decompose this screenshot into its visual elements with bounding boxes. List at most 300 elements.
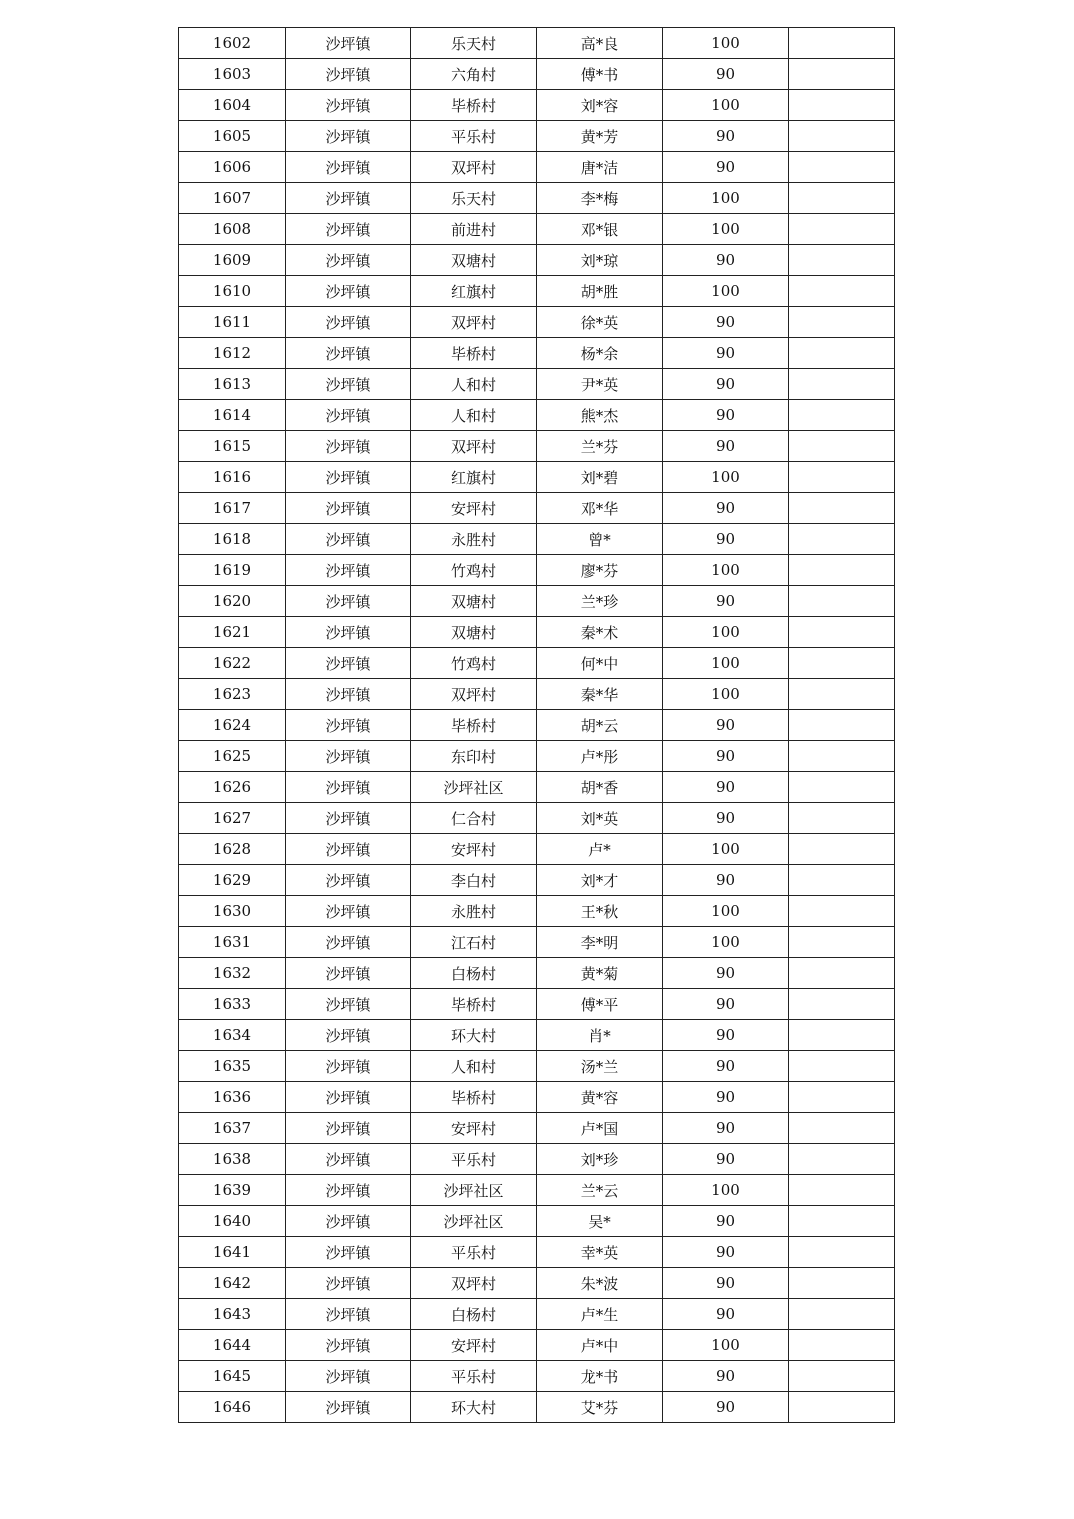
table-row (179, 1020, 895, 1051)
village-cell: 六角村 (411, 59, 537, 90)
table-row (179, 431, 895, 462)
town-cell: 沙坪镇 (286, 1268, 411, 1299)
serial-number-cell: 1638 (179, 1144, 286, 1175)
amount-cell: 100 (663, 183, 789, 214)
table-row (179, 214, 895, 245)
serial-number-cell: 1639 (179, 1175, 286, 1206)
town-cell: 沙坪镇 (286, 1051, 411, 1082)
serial-number-cell: 1614 (179, 400, 286, 431)
village-cell: 永胜村 (411, 524, 537, 555)
table-row (179, 1206, 895, 1237)
serial-number-cell: 1611 (179, 307, 286, 338)
town-cell: 沙坪镇 (286, 524, 411, 555)
village-cell: 沙坪社区 (411, 1206, 537, 1237)
remark-cell (789, 152, 895, 183)
amount-cell: 100 (663, 617, 789, 648)
table-row (179, 493, 895, 524)
table-row (179, 183, 895, 214)
serial-number-cell: 1626 (179, 772, 286, 803)
town-cell: 沙坪镇 (286, 710, 411, 741)
name-cell: 艾*芬 (537, 1392, 663, 1423)
village-cell: 人和村 (411, 1051, 537, 1082)
name-cell: 胡*胜 (537, 276, 663, 307)
name-cell: 熊*杰 (537, 400, 663, 431)
amount-cell: 100 (663, 1330, 789, 1361)
remark-cell (789, 1206, 895, 1237)
serial-number-cell: 1632 (179, 958, 286, 989)
table-row (179, 803, 895, 834)
name-cell: 卢*彤 (537, 741, 663, 772)
town-cell: 沙坪镇 (286, 1020, 411, 1051)
amount-cell: 90 (663, 245, 789, 276)
table-row (179, 90, 895, 121)
town-cell: 沙坪镇 (286, 741, 411, 772)
serial-number-cell: 1622 (179, 648, 286, 679)
amount-cell: 90 (663, 1237, 789, 1268)
amount-cell: 100 (663, 896, 789, 927)
serial-number-cell: 1645 (179, 1361, 286, 1392)
table-row (179, 524, 895, 555)
village-cell: 江石村 (411, 927, 537, 958)
amount-cell: 90 (663, 1299, 789, 1330)
serial-number-cell: 1604 (179, 90, 286, 121)
town-cell: 沙坪镇 (286, 431, 411, 462)
town-cell: 沙坪镇 (286, 1082, 411, 1113)
remark-cell (789, 896, 895, 927)
remark-cell (789, 1299, 895, 1330)
remark-cell (789, 245, 895, 276)
town-cell: 沙坪镇 (286, 90, 411, 121)
name-cell: 高*良 (537, 28, 663, 59)
village-cell: 毕桥村 (411, 1082, 537, 1113)
village-cell: 沙坪社区 (411, 1175, 537, 1206)
village-cell: 红旗村 (411, 462, 537, 493)
amount-cell: 90 (663, 741, 789, 772)
town-cell: 沙坪镇 (286, 1206, 411, 1237)
name-cell: 王*秋 (537, 896, 663, 927)
serial-number-cell: 1624 (179, 710, 286, 741)
serial-number-cell: 1644 (179, 1330, 286, 1361)
remark-cell (789, 803, 895, 834)
name-cell: 尹*英 (537, 369, 663, 400)
remark-cell (789, 493, 895, 524)
village-cell: 安坪村 (411, 834, 537, 865)
remark-cell (789, 369, 895, 400)
remark-cell (789, 121, 895, 152)
village-cell: 平乐村 (411, 1361, 537, 1392)
village-cell: 双坪村 (411, 431, 537, 462)
remark-cell (789, 276, 895, 307)
village-cell: 东印村 (411, 741, 537, 772)
name-cell: 幸*英 (537, 1237, 663, 1268)
name-cell: 胡*云 (537, 710, 663, 741)
name-cell: 卢* (537, 834, 663, 865)
table-row (179, 1330, 895, 1361)
village-cell: 仁合村 (411, 803, 537, 834)
remark-cell (789, 989, 895, 1020)
town-cell: 沙坪镇 (286, 121, 411, 152)
name-cell: 傅*平 (537, 989, 663, 1020)
town-cell: 沙坪镇 (286, 617, 411, 648)
table-row (179, 834, 895, 865)
amount-cell: 90 (663, 493, 789, 524)
table-row (179, 276, 895, 307)
remark-cell (789, 741, 895, 772)
village-cell: 双塘村 (411, 245, 537, 276)
town-cell: 沙坪镇 (286, 927, 411, 958)
table-row (179, 1268, 895, 1299)
town-cell: 沙坪镇 (286, 369, 411, 400)
table-row (179, 648, 895, 679)
table-row (179, 586, 895, 617)
serial-number-cell: 1620 (179, 586, 286, 617)
remark-cell (789, 1268, 895, 1299)
town-cell: 沙坪镇 (286, 1392, 411, 1423)
village-cell: 白杨村 (411, 958, 537, 989)
serial-number-cell: 1630 (179, 896, 286, 927)
town-cell: 沙坪镇 (286, 28, 411, 59)
town-cell: 沙坪镇 (286, 648, 411, 679)
serial-number-cell: 1619 (179, 555, 286, 586)
serial-number-cell: 1610 (179, 276, 286, 307)
village-cell: 平乐村 (411, 121, 537, 152)
village-cell: 人和村 (411, 369, 537, 400)
town-cell: 沙坪镇 (286, 493, 411, 524)
name-cell: 杨*余 (537, 338, 663, 369)
serial-number-cell: 1603 (179, 59, 286, 90)
amount-cell: 90 (663, 307, 789, 338)
village-cell: 双坪村 (411, 152, 537, 183)
table-row (179, 1237, 895, 1268)
town-cell: 沙坪镇 (286, 1175, 411, 1206)
village-cell: 毕桥村 (411, 710, 537, 741)
name-cell: 朱*波 (537, 1268, 663, 1299)
village-cell: 人和村 (411, 400, 537, 431)
town-cell: 沙坪镇 (286, 462, 411, 493)
amount-cell: 90 (663, 338, 789, 369)
table-row (179, 462, 895, 493)
name-cell: 刘*容 (537, 90, 663, 121)
name-cell: 李*明 (537, 927, 663, 958)
name-cell: 汤*兰 (537, 1051, 663, 1082)
village-cell: 红旗村 (411, 276, 537, 307)
village-cell: 李白村 (411, 865, 537, 896)
remark-cell (789, 431, 895, 462)
remark-cell (789, 586, 895, 617)
serial-number-cell: 1613 (179, 369, 286, 400)
name-cell: 李*梅 (537, 183, 663, 214)
town-cell: 沙坪镇 (286, 400, 411, 431)
serial-number-cell: 1636 (179, 1082, 286, 1113)
name-cell: 胡*香 (537, 772, 663, 803)
table-row (179, 152, 895, 183)
remark-cell (789, 679, 895, 710)
table-row (179, 245, 895, 276)
table-row (179, 1175, 895, 1206)
town-cell: 沙坪镇 (286, 214, 411, 245)
name-cell: 卢*生 (537, 1299, 663, 1330)
name-cell: 刘*琼 (537, 245, 663, 276)
town-cell: 沙坪镇 (286, 586, 411, 617)
table-row (179, 338, 895, 369)
name-cell: 曾* (537, 524, 663, 555)
village-cell: 白杨村 (411, 1299, 537, 1330)
village-cell: 乐天村 (411, 183, 537, 214)
remark-cell (789, 927, 895, 958)
name-cell: 兰*珍 (537, 586, 663, 617)
amount-cell: 90 (663, 772, 789, 803)
town-cell: 沙坪镇 (286, 865, 411, 896)
recipient-table (178, 27, 895, 1423)
town-cell: 沙坪镇 (286, 555, 411, 586)
amount-cell: 90 (663, 121, 789, 152)
village-cell: 前进村 (411, 214, 537, 245)
remark-cell (789, 710, 895, 741)
amount-cell: 100 (663, 1175, 789, 1206)
name-cell: 廖*芬 (537, 555, 663, 586)
remark-cell (789, 307, 895, 338)
village-cell: 双坪村 (411, 679, 537, 710)
amount-cell: 100 (663, 834, 789, 865)
serial-number-cell: 1640 (179, 1206, 286, 1237)
town-cell: 沙坪镇 (286, 834, 411, 865)
town-cell: 沙坪镇 (286, 307, 411, 338)
amount-cell: 90 (663, 431, 789, 462)
village-cell: 环大村 (411, 1392, 537, 1423)
remark-cell (789, 28, 895, 59)
name-cell: 兰*芬 (537, 431, 663, 462)
name-cell: 刘*才 (537, 865, 663, 896)
table-row (179, 896, 895, 927)
table-row (179, 400, 895, 431)
name-cell: 卢*国 (537, 1113, 663, 1144)
remark-cell (789, 834, 895, 865)
amount-cell: 90 (663, 152, 789, 183)
remark-cell (789, 772, 895, 803)
table-row (179, 1299, 895, 1330)
name-cell: 兰*云 (537, 1175, 663, 1206)
village-cell: 双坪村 (411, 1268, 537, 1299)
amount-cell: 90 (663, 803, 789, 834)
table-row (179, 1392, 895, 1423)
serial-number-cell: 1618 (179, 524, 286, 555)
name-cell: 刘*英 (537, 803, 663, 834)
name-cell: 黄*菊 (537, 958, 663, 989)
table-row (179, 958, 895, 989)
town-cell: 沙坪镇 (286, 958, 411, 989)
name-cell: 肖* (537, 1020, 663, 1051)
amount-cell: 100 (663, 462, 789, 493)
amount-cell: 90 (663, 1268, 789, 1299)
serial-number-cell: 1623 (179, 679, 286, 710)
amount-cell: 100 (663, 28, 789, 59)
serial-number-cell: 1643 (179, 1299, 286, 1330)
amount-cell: 90 (663, 989, 789, 1020)
town-cell: 沙坪镇 (286, 276, 411, 307)
village-cell: 平乐村 (411, 1237, 537, 1268)
amount-cell: 90 (663, 59, 789, 90)
name-cell: 刘*碧 (537, 462, 663, 493)
remark-cell (789, 1113, 895, 1144)
table-body (179, 28, 895, 1423)
amount-cell: 90 (663, 586, 789, 617)
amount-cell: 90 (663, 1144, 789, 1175)
amount-cell: 90 (663, 524, 789, 555)
serial-number-cell: 1642 (179, 1268, 286, 1299)
remark-cell (789, 183, 895, 214)
town-cell: 沙坪镇 (286, 1361, 411, 1392)
name-cell: 秦*华 (537, 679, 663, 710)
serial-number-cell: 1629 (179, 865, 286, 896)
name-cell: 何*中 (537, 648, 663, 679)
name-cell: 秦*术 (537, 617, 663, 648)
town-cell: 沙坪镇 (286, 1237, 411, 1268)
amount-cell: 90 (663, 1361, 789, 1392)
table-row (179, 28, 895, 59)
table-row (179, 772, 895, 803)
serial-number-cell: 1609 (179, 245, 286, 276)
town-cell: 沙坪镇 (286, 1113, 411, 1144)
serial-number-cell: 1616 (179, 462, 286, 493)
remark-cell (789, 90, 895, 121)
table-row (179, 741, 895, 772)
name-cell: 龙*书 (537, 1361, 663, 1392)
serial-number-cell: 1621 (179, 617, 286, 648)
remark-cell (789, 617, 895, 648)
table-row (179, 617, 895, 648)
town-cell: 沙坪镇 (286, 59, 411, 90)
amount-cell: 90 (663, 710, 789, 741)
village-cell: 竹鸡村 (411, 648, 537, 679)
village-cell: 安坪村 (411, 1113, 537, 1144)
town-cell: 沙坪镇 (286, 152, 411, 183)
remark-cell (789, 462, 895, 493)
name-cell: 卢*中 (537, 1330, 663, 1361)
town-cell: 沙坪镇 (286, 989, 411, 1020)
remark-cell (789, 400, 895, 431)
table-row (179, 1144, 895, 1175)
town-cell: 沙坪镇 (286, 803, 411, 834)
serial-number-cell: 1606 (179, 152, 286, 183)
serial-number-cell: 1617 (179, 493, 286, 524)
amount-cell: 100 (663, 679, 789, 710)
remark-cell (789, 865, 895, 896)
town-cell: 沙坪镇 (286, 679, 411, 710)
remark-cell (789, 1330, 895, 1361)
amount-cell: 90 (663, 958, 789, 989)
name-cell: 黄*容 (537, 1082, 663, 1113)
serial-number-cell: 1641 (179, 1237, 286, 1268)
name-cell: 刘*珍 (537, 1144, 663, 1175)
table-row (179, 121, 895, 152)
table-row (179, 307, 895, 338)
remark-cell (789, 1361, 895, 1392)
remark-cell (789, 648, 895, 679)
table-row (179, 927, 895, 958)
village-cell: 平乐村 (411, 1144, 537, 1175)
serial-number-cell: 1628 (179, 834, 286, 865)
amount-cell: 90 (663, 1113, 789, 1144)
village-cell: 乐天村 (411, 28, 537, 59)
name-cell: 唐*洁 (537, 152, 663, 183)
village-cell: 竹鸡村 (411, 555, 537, 586)
remark-cell (789, 1144, 895, 1175)
town-cell: 沙坪镇 (286, 245, 411, 276)
village-cell: 毕桥村 (411, 989, 537, 1020)
table-row (179, 1361, 895, 1392)
remark-cell (789, 524, 895, 555)
remark-cell (789, 214, 895, 245)
village-cell: 环大村 (411, 1020, 537, 1051)
table-row (179, 1113, 895, 1144)
name-cell: 傅*书 (537, 59, 663, 90)
remark-cell (789, 338, 895, 369)
amount-cell: 100 (663, 214, 789, 245)
serial-number-cell: 1608 (179, 214, 286, 245)
amount-cell: 100 (663, 90, 789, 121)
town-cell: 沙坪镇 (286, 1144, 411, 1175)
table-row (179, 989, 895, 1020)
town-cell: 沙坪镇 (286, 183, 411, 214)
table-row (179, 1082, 895, 1113)
remark-cell (789, 59, 895, 90)
serial-number-cell: 1612 (179, 338, 286, 369)
amount-cell: 90 (663, 1392, 789, 1423)
town-cell: 沙坪镇 (286, 896, 411, 927)
table-row (179, 865, 895, 896)
amount-cell: 90 (663, 1206, 789, 1237)
village-cell: 毕桥村 (411, 338, 537, 369)
amount-cell: 100 (663, 648, 789, 679)
remark-cell (789, 555, 895, 586)
serial-number-cell: 1633 (179, 989, 286, 1020)
village-cell: 沙坪社区 (411, 772, 537, 803)
town-cell: 沙坪镇 (286, 338, 411, 369)
remark-cell (789, 1020, 895, 1051)
remark-cell (789, 1082, 895, 1113)
serial-number-cell: 1615 (179, 431, 286, 462)
amount-cell: 90 (663, 1051, 789, 1082)
serial-number-cell: 1607 (179, 183, 286, 214)
remark-cell (789, 1175, 895, 1206)
remark-cell (789, 958, 895, 989)
serial-number-cell: 1646 (179, 1392, 286, 1423)
village-cell: 安坪村 (411, 1330, 537, 1361)
name-cell: 黄*芳 (537, 121, 663, 152)
remark-cell (789, 1051, 895, 1082)
table-row (179, 59, 895, 90)
table-row (179, 679, 895, 710)
name-cell: 吴* (537, 1206, 663, 1237)
serial-number-cell: 1605 (179, 121, 286, 152)
remark-cell (789, 1392, 895, 1423)
name-cell: 邓*华 (537, 493, 663, 524)
serial-number-cell: 1637 (179, 1113, 286, 1144)
amount-cell: 100 (663, 555, 789, 586)
remark-cell (789, 1237, 895, 1268)
village-cell: 安坪村 (411, 493, 537, 524)
amount-cell: 100 (663, 276, 789, 307)
amount-cell: 90 (663, 1020, 789, 1051)
serial-number-cell: 1602 (179, 28, 286, 59)
village-cell: 双塘村 (411, 617, 537, 648)
village-cell: 双塘村 (411, 586, 537, 617)
serial-number-cell: 1634 (179, 1020, 286, 1051)
town-cell: 沙坪镇 (286, 1330, 411, 1361)
serial-number-cell: 1627 (179, 803, 286, 834)
table-row (179, 555, 895, 586)
town-cell: 沙坪镇 (286, 1299, 411, 1330)
